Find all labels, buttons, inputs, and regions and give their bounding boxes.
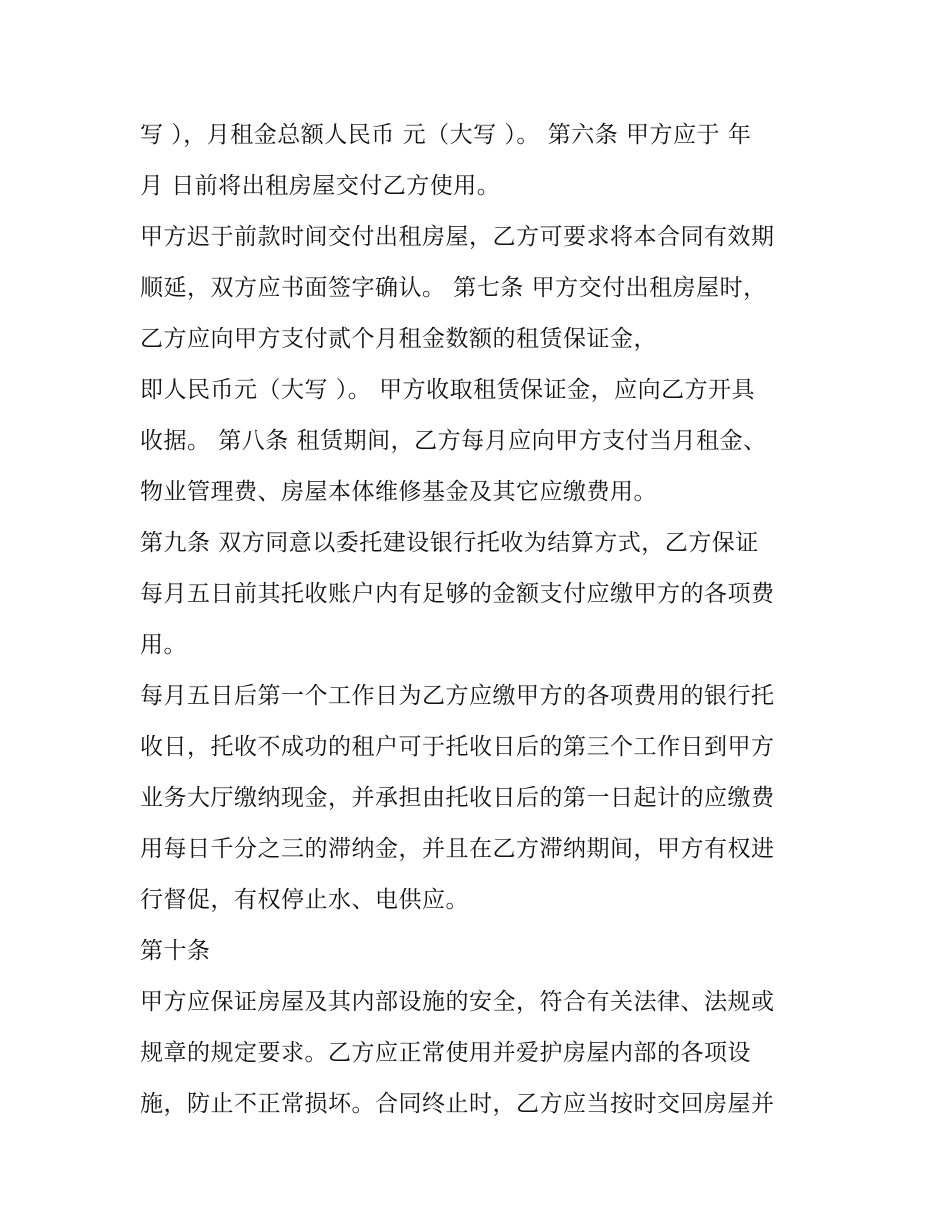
text-line: 收日，托收不成功的租户可于托收日后的第三个工作日到甲方 [140,734,775,760]
text-line: 行督促，有权停止水、电供应。 [140,887,469,913]
text-line: 即人民币元（大写 ）。 甲方收取租赁保证金，应向乙方开具 [140,377,756,403]
text-line: 每月五日后第一个工作日为乙方应缴甲方的各项费用的银行托 [140,683,775,709]
text-line: 乙方应向甲方支付贰个月租金数额的租赁保证金， [140,326,657,352]
text-line: 第九条 双方同意以委托建设银行托收为结算方式，乙方保证 [140,530,759,556]
text-line: 施，防止不正常损坏。合同终止时，乙方应当按时交回房屋并 [140,1091,775,1117]
text-line: 业务大厅缴纳现金，并承担由托收日后的第一日起计的应缴费 [140,785,775,811]
text-line: 第十条 [140,938,211,964]
text-line: 月 日前将出租房屋交付乙方使用。 [140,173,501,199]
text-line: 用每日千分之三的滞纳金，并且在乙方滞纳期间，甲方有权进 [140,836,775,862]
text-line: 收据。 第八条 租赁期间，乙方每月应向甲方支付当月租金、 [140,428,767,454]
text-line: 写 ），月租金总额人民币 元（大写 ）。 第六条 甲方应于 年 [140,122,752,148]
contract-text-body [140,110,820,1130]
text-line: 甲方应保证房屋及其内部设施的安全，符合有关法律、法规或 [140,989,775,1015]
text-line: 物业管理费、房屋本体维修基金及其它应缴费用。 [140,479,657,505]
text-line: 甲方迟于前款时间交付出租房屋，乙方可要求将本合同有效期 [140,224,775,250]
text-line: 每月五日前其托收账户内有足够的金额支付应缴甲方的各项费 [140,581,775,607]
text-line: 规章的规定要求。乙方应正常使用并爱护房屋内部的各项设 [140,1040,751,1066]
text-line: 顺延，双方应书面签字确认。 第七条 甲方交付出租房屋时， [140,275,767,301]
text-line: 用。 [140,632,187,658]
